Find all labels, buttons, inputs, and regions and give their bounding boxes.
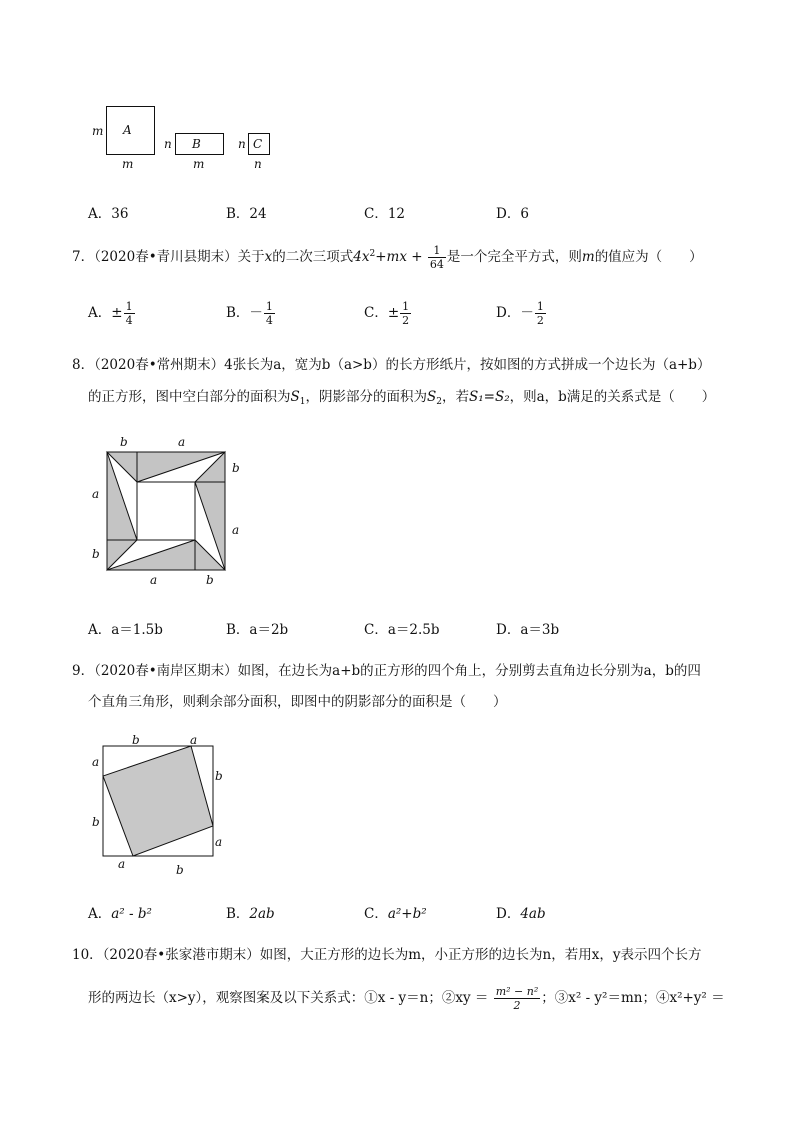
q7-option-b-frac: [264, 300, 275, 327]
q10-stem-line1: 10．（2020春•张家港市期末）如图，大正方形的边长为m，小正方形的边长为n，若用x，y表示四个长方: [72, 947, 702, 963]
q9-option-a-letter: A．: [88, 906, 112, 922]
q10-line2-a: 形的两边长（x>y），观察图案及以下关系式：①x - y＝n；②xy ＝: [88, 990, 489, 1006]
q9-stem-line2: 个直角三角形，则剩余部分面积，即图中的阴影部分的面积是（ ）: [88, 694, 507, 710]
q7-option-c-letter: C．: [364, 305, 388, 321]
q6-b-side-label: n: [164, 137, 172, 151]
q9-option-b-letter: B．: [226, 906, 250, 922]
q7-option-b-num: 1: [265, 300, 273, 313]
q9-option-b[interactable]: [226, 902, 275, 922]
q7-expr-a: 4x: [353, 249, 370, 265]
q7-option-c-sign: ±: [387, 305, 400, 321]
q7-option-b-sign: －: [249, 305, 263, 321]
q8-option-c[interactable]: C．a＝2.5b: [364, 622, 440, 638]
q6-option-d[interactable]: D．6: [496, 206, 529, 222]
q9-stem-line1: 9．（2020春•南岸区期末）如图，在边长为a+b的正方形的四个角上，分别剪去直角边长分别为a，b的四: [72, 663, 701, 679]
q9-option-d[interactable]: [496, 902, 546, 922]
q10-frac-den: 2: [513, 999, 521, 1012]
q8-label-right-a: a: [232, 523, 240, 537]
q9-label-right-a: a: [215, 835, 223, 849]
q6-square-a-label: A: [123, 123, 132, 137]
q7-exp: 2: [369, 249, 376, 259]
q8-line2-a: 的正方形，图中空白部分的面积为: [88, 389, 291, 405]
q8-s2: S: [426, 389, 437, 405]
q7-option-d-frac: [535, 300, 546, 327]
q8-label-bottom-b: b: [206, 573, 214, 587]
q9-label-top-a: a: [190, 733, 198, 747]
q6-b-bottom-label: m: [193, 157, 205, 171]
q8-label-top-b: b: [120, 435, 128, 449]
q8-label-left-a: a: [92, 487, 100, 501]
q9-option-b-text: 2ab: [249, 906, 275, 922]
q9-label-right-b: b: [215, 769, 223, 783]
q6-rect-b-label: B: [192, 137, 201, 151]
q6-c-bottom-label: n: [254, 157, 262, 171]
q7-var-x: x: [264, 249, 273, 265]
q9-option-d-text: 4ab: [520, 906, 546, 922]
q6-rect-b: [175, 133, 224, 155]
q7-end: 的值应为（ ）: [594, 249, 703, 265]
q9-option-c-text: a²+b²: [387, 906, 427, 922]
q6-option-b[interactable]: B．24: [226, 206, 267, 222]
q7-option-d-num: 1: [536, 300, 544, 313]
q8-label-top-a: a: [178, 435, 186, 449]
q8-line2-c: ，若: [441, 389, 469, 405]
q9-option-a[interactable]: [88, 902, 152, 922]
q10-frac-num: m² − n²: [495, 985, 539, 998]
q6-a-bottom-label: m: [122, 157, 134, 171]
q8-inner-square: [137, 482, 195, 540]
q7-var-m: m: [581, 249, 595, 265]
q7-option-a-letter: A．: [88, 305, 112, 321]
q7-mid: 的二次三项式: [272, 249, 354, 265]
q8-line2-d: ，则a，b满足的关系式是（ ）: [509, 389, 716, 405]
q7-option-a[interactable]: [88, 300, 136, 327]
q7-prefix: 7．（2020春•青川县期末）关于: [72, 249, 265, 265]
q9-option-c-letter: C．: [364, 906, 388, 922]
q10-fraction: [494, 985, 541, 1012]
q7-stem: [72, 244, 703, 271]
q8-stem-line1: 8．（2020春•常州期末）4张长为a，宽为b（a>b）的长方形纸片，按如图的方式拼成一个边长为（a+b）: [72, 357, 711, 373]
q7-option-a-sign: ±: [111, 305, 123, 321]
q9-option-d-letter: D．: [496, 906, 521, 922]
q9-label-bottom-b: b: [176, 863, 184, 877]
q7-expr-b: +mx: [375, 249, 407, 265]
q7-frac-den: 64: [429, 258, 444, 271]
q8-figure: [86, 432, 256, 592]
q6-a-side-label: m: [92, 124, 104, 138]
q9-label-left-b: b: [92, 815, 100, 829]
q7-plus: +: [411, 249, 423, 265]
q9-label-bottom-a: a: [118, 857, 126, 871]
q8-label-left-b: b: [92, 547, 100, 561]
q10-line2-b: ；③x² - y²＝mn；④x²+y² ＝: [541, 990, 725, 1006]
q7-fraction: [428, 244, 446, 271]
q8-equation: S₁=S₂: [468, 389, 510, 405]
q8-option-b[interactable]: B．a＝2b: [226, 622, 289, 638]
q7-option-b[interactable]: [226, 300, 276, 327]
q10-stem-line2: [88, 985, 725, 1012]
q6-c-side-label: n: [238, 137, 246, 151]
q6-square-a: [106, 106, 155, 155]
q7-option-c-num: 1: [402, 300, 410, 313]
q7-option-c-den: 2: [402, 314, 410, 327]
q7-option-a-frac: [124, 300, 135, 327]
q6-square-c: [248, 133, 270, 155]
q7-option-c-frac: [400, 300, 411, 327]
q7-option-a-den: 4: [125, 314, 133, 327]
q7-frac-num: 1: [428, 244, 446, 258]
q9-option-c[interactable]: [364, 902, 427, 922]
q9-figure: [86, 732, 236, 880]
q7-option-b-den: 4: [265, 314, 273, 327]
q7-option-d-letter: D．: [496, 305, 521, 321]
q9-option-a-text: a² - b²: [111, 906, 152, 922]
q9-label-left-a: a: [92, 755, 100, 769]
q8-line2-b: ，阴影部分的面积为: [305, 389, 427, 405]
q8-label-bottom-a: a: [150, 573, 158, 587]
q7-suffix: 是一个完全平方式，则: [446, 249, 582, 265]
q7-option-d-den: 2: [536, 314, 544, 327]
q6-option-c[interactable]: C．12: [364, 206, 406, 222]
q8-option-d[interactable]: D．a＝3b: [496, 622, 560, 638]
q7-option-d[interactable]: [496, 300, 547, 327]
q8-s2-sub: 2: [436, 397, 442, 407]
q7-option-b-letter: B．: [226, 305, 250, 321]
q7-option-d-sign: －: [520, 305, 534, 321]
q7-option-c[interactable]: [364, 300, 412, 327]
q6-option-a[interactable]: A．36: [88, 206, 129, 222]
q8-option-a[interactable]: A．a＝1.5b: [88, 622, 163, 638]
q8-stem-line2: [88, 388, 715, 406]
q9-label-top-b: b: [132, 733, 140, 747]
q6-square-c-label: C: [253, 137, 263, 151]
q8-label-right-b: b: [232, 461, 240, 475]
q7-option-a-num: 1: [125, 300, 133, 313]
q8-s1-sub: 1: [299, 397, 306, 407]
q8-s1: S: [290, 389, 300, 405]
